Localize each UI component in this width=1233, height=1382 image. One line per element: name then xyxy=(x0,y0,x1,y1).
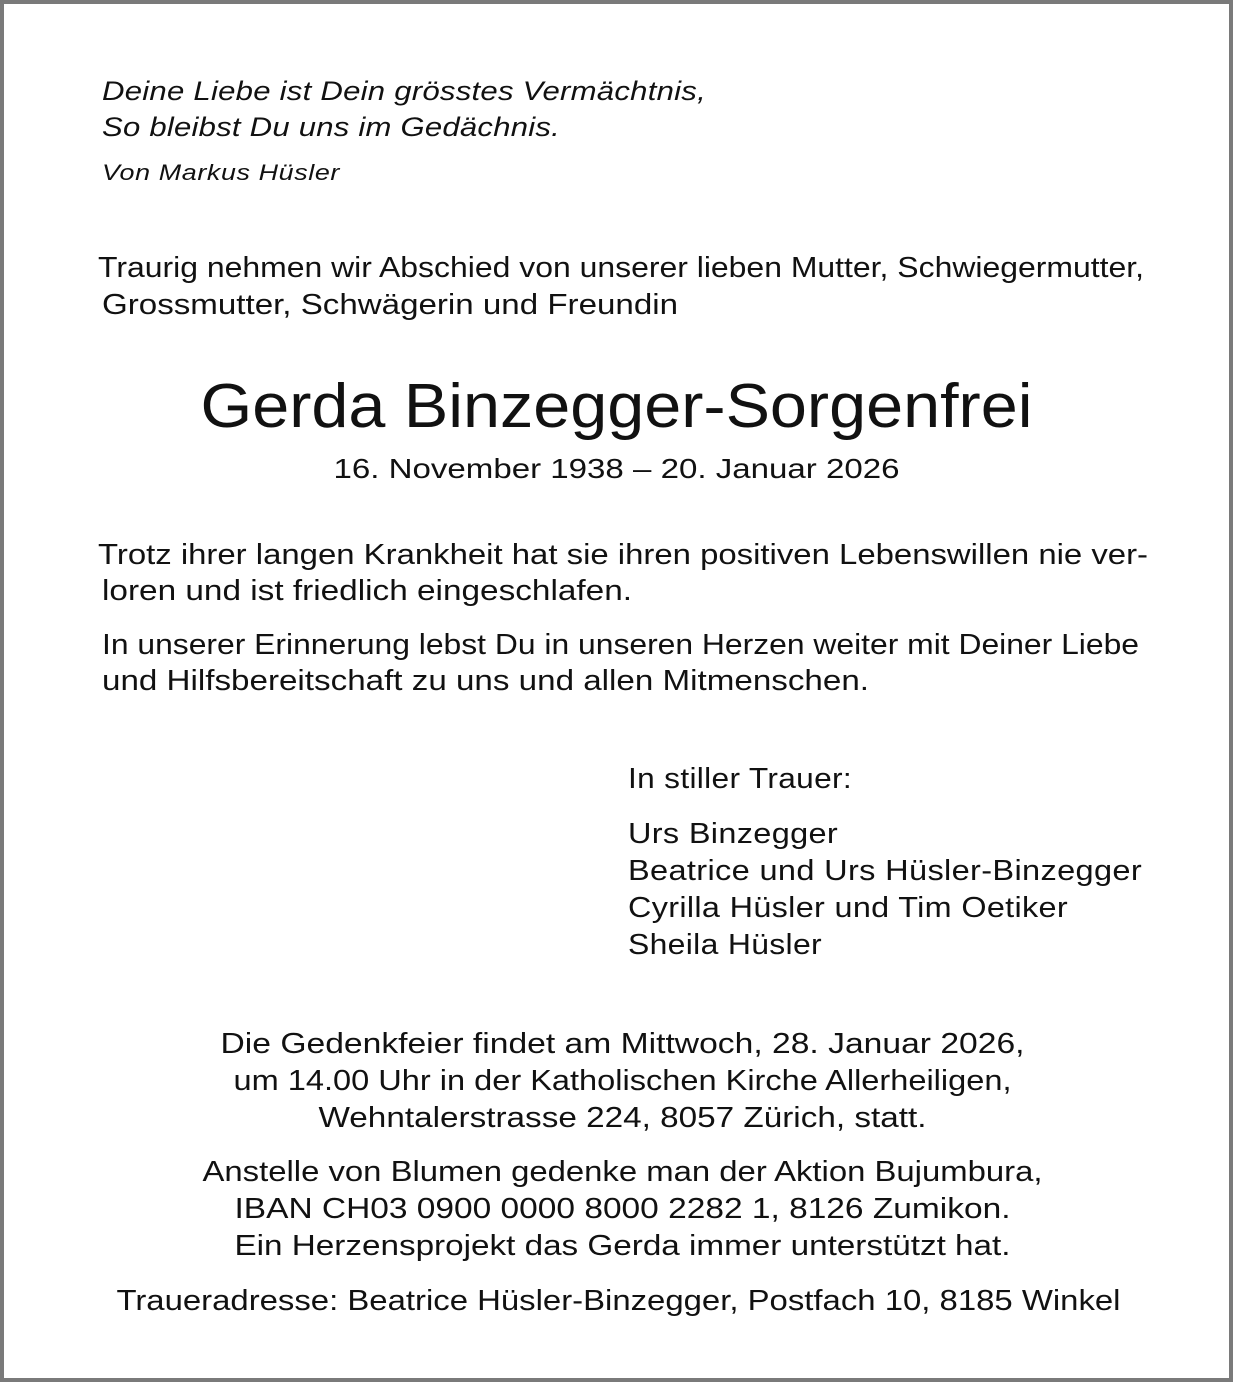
ceremony-line: um 14.00 Uhr in der Katholischen Kirche Allerheiligen, xyxy=(233,1065,1012,1097)
message-line: loren und ist friedlich eingeschlafen. xyxy=(102,575,632,607)
poem-line: Deine Liebe ist Dein grösstes Vermächtnis, xyxy=(102,76,706,106)
intro-line: Grossmutter, Schwägerin und Freundin xyxy=(102,289,678,321)
ceremony-line: Die Gedenkfeier findet am Mittwoch, 28. Januar 2026, xyxy=(220,1028,1025,1060)
message-line: Trotz ihrer langen Krankheit hat sie ihren positiven Lebenswillen nie ver- xyxy=(98,539,1148,571)
message-line: und Hilfsbereitschaft zu uns und allen Mitmenschen. xyxy=(102,665,869,697)
mourner-name: Beatrice und Urs Hüsler-Binzegger xyxy=(628,855,1142,887)
deceased-dates: 16. November 1938 – 20. Januar 2026 xyxy=(333,453,900,484)
deceased-name: Gerda Binzegger-Sorgenfrei xyxy=(200,372,1033,441)
message-line: In unserer Erinnerung lebst Du in unseren Herzen weiter mit Deiner Liebe xyxy=(102,629,1139,661)
poem-line: So bleibst Du uns im Gedächnis. xyxy=(102,112,560,142)
donation-line: IBAN CH03 0900 0000 8000 2282 1, 8126 Zumikon. xyxy=(234,1193,1011,1225)
ceremony-line: Wehntalerstrasse 224, 8057 Zürich, statt. xyxy=(318,1102,927,1134)
mourning-address: Traueradresse: Beatrice Hüsler-Binzegger, Postfach 10, 8185 Winkel xyxy=(116,1285,1121,1317)
mourner-name: Cyrilla Hüsler und Tim Oetiker xyxy=(628,892,1068,924)
intro-line: Traurig nehmen wir Abschied von unserer lieben Mutter, Schwiegermutter, xyxy=(98,252,1144,284)
donation-line: Anstelle von Blumen gedenke man der Aktion Bujumbura, xyxy=(202,1156,1043,1188)
mourner-name: Urs Binzegger xyxy=(628,818,838,850)
poem-author: Von Markus Hüsler xyxy=(102,160,340,185)
mourners-heading: In stiller Trauer: xyxy=(628,763,852,795)
mourner-name: Sheila Hüsler xyxy=(628,929,822,961)
donation-line: Ein Herzensprojekt das Gerda immer unterstützt hat. xyxy=(234,1230,1011,1262)
